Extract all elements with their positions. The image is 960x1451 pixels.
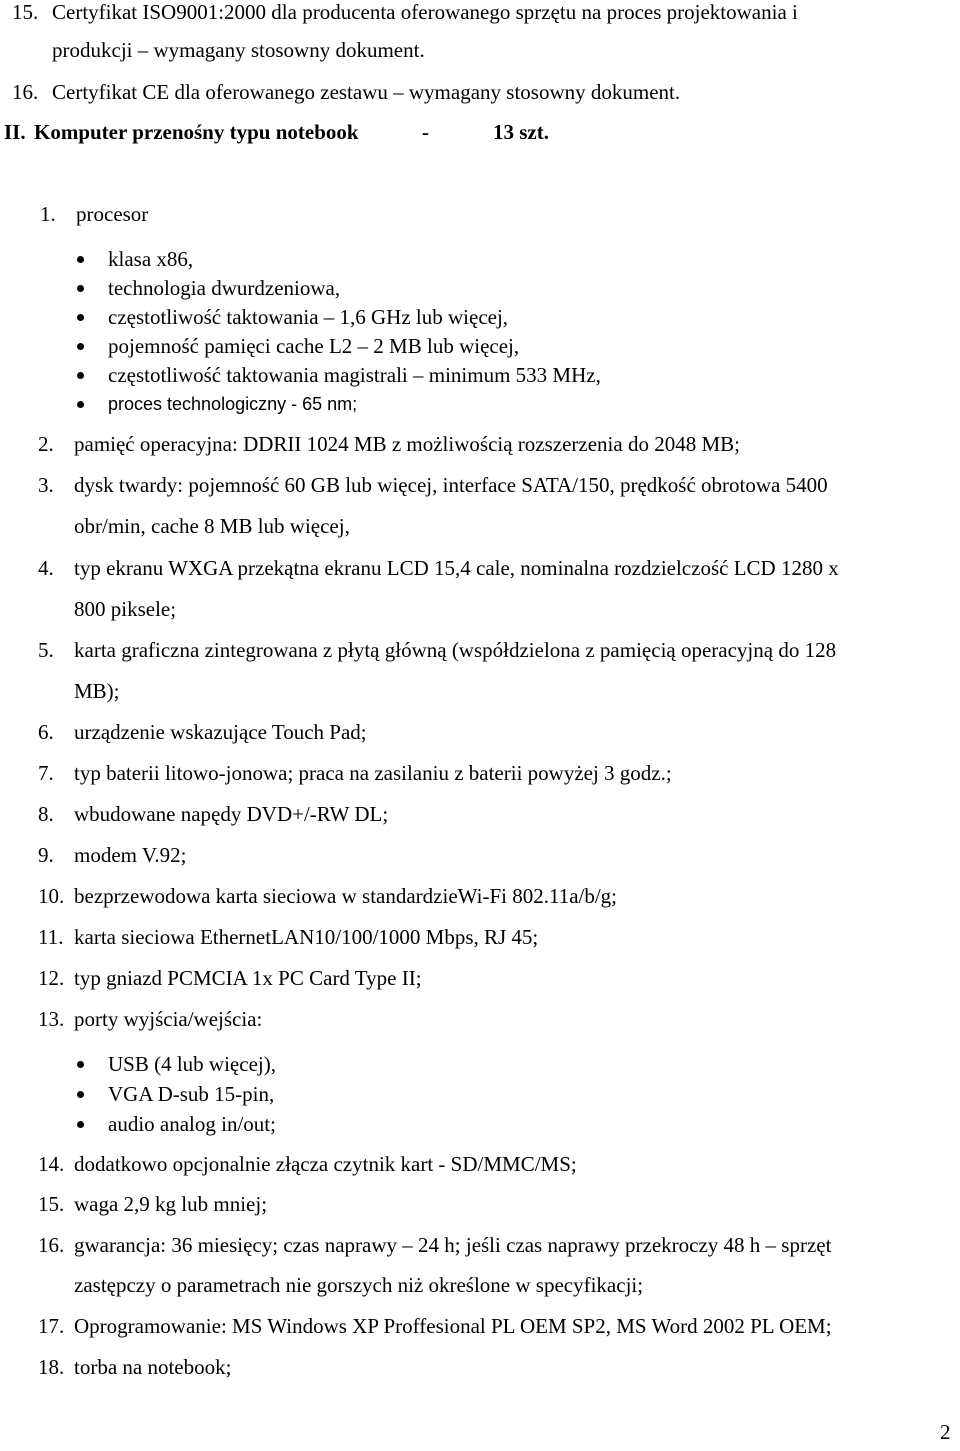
spec-number: 2. — [38, 432, 54, 456]
processor-bullet: technologia dwurdzeniowa, — [108, 276, 341, 300]
spec-number: 16. — [38, 1233, 65, 1257]
spec-text: typ baterii litowo-jonowa; praca na zasilaniu z baterii powyżej 3 godz.; — [74, 761, 672, 785]
spec-text-continued: obr/min, cache 8 MB lub więcej, — [74, 514, 350, 538]
spec-number: 7. — [38, 761, 54, 785]
spec-number: 17. — [38, 1314, 65, 1338]
processor-bullet: proces technologiczny - 65 nm; — [108, 394, 358, 414]
spec-text: waga 2,9 kg lub mniej; — [74, 1192, 268, 1216]
spec-text: gwarancja: 36 miesięcy; czas naprawy – 24 h; jeśli czas naprawy przekroczy 48 h – sprzęt — [74, 1233, 832, 1257]
item-15-line-1: Certyfikat ISO9001:2000 dla producenta oferowanego sprzętu na proces projektowania i — [52, 0, 798, 24]
section-dash: - — [422, 120, 429, 144]
spec-text: Oprogramowanie: MS Windows XP Proffesional PL OEM SP2, MS Word 2002 PL OEM; — [74, 1314, 832, 1338]
spec-text-continued: 800 piksele; — [74, 597, 177, 621]
spec-number: 4. — [38, 556, 54, 580]
spec-number: 3. — [38, 473, 54, 497]
bullet-dot — [77, 256, 84, 263]
section-quantity: 13 szt. — [493, 120, 549, 144]
section-number: II. — [4, 120, 26, 144]
spec-number: 8. — [38, 802, 54, 826]
spec-text: karta sieciowa EthernetLAN10/100/1000 Mbps, RJ 45; — [74, 925, 539, 949]
bullet-dot — [77, 372, 84, 379]
spec-text: dysk twardy: pojemność 60 GB lub więcej, interface SATA/150, prędkość obrotowa 5400 — [74, 473, 828, 497]
spec-number: 11. — [38, 925, 64, 949]
spec-text: typ ekranu WXGA przekątna ekranu LCD 15,4 cale, nominalna rozdzielczość LCD 1280 x — [74, 556, 839, 580]
processor-bullet: klasa x86, — [108, 247, 194, 271]
bullet-dot — [77, 1121, 84, 1128]
spec-text: porty wyjścia/wejścia: — [74, 1007, 263, 1031]
spec-text: karta graficzna zintegrowana z płytą główną (współdzielona z pamięcią operacyjną do 128 — [74, 638, 837, 662]
spec-text: torba na notebook; — [74, 1355, 232, 1379]
spec-text-continued: MB); — [74, 679, 120, 703]
item-15-number: 15. — [12, 0, 39, 24]
processor-bullet: częstotliwość taktowania – 1,6 GHz lub więcej, — [108, 305, 509, 329]
spec-number: 6. — [38, 720, 54, 744]
section-title: Komputer przenośny typu notebook — [34, 120, 359, 144]
bullet-dot — [77, 285, 84, 292]
processor-title: procesor — [76, 202, 149, 226]
spec-text: urządzenie wskazujące Touch Pad; — [74, 720, 367, 744]
spec-number: 15. — [38, 1192, 65, 1216]
spec-text-continued: zastępczy o parametrach nie gorszych niż określone w specyfikacji; — [74, 1273, 644, 1297]
spec-number: 12. — [38, 966, 65, 990]
port-bullet: VGA D-sub 15-pin, — [108, 1082, 275, 1106]
bullet-dot — [77, 343, 84, 350]
bullet-dot — [77, 1091, 84, 1098]
spec-text: typ gniazd PCMCIA 1x PC Card Type II; — [74, 966, 422, 990]
spec-number: 18. — [38, 1355, 65, 1379]
item-15-line-2: produkcji – wymagany stosowny dokument. — [52, 38, 425, 62]
spec-text: dodatkowo opcjonalnie złącza czytnik kart - SD/MMC/MS; — [74, 1152, 577, 1176]
bullet-dot — [77, 1061, 84, 1068]
item-16-line-1: Certyfikat CE dla oferowanego zestawu – wymagany stosowny dokument. — [52, 80, 681, 104]
spec-number: 9. — [38, 843, 54, 867]
processor-bullet: pojemność pamięci cache L2 – 2 MB lub więcej, — [108, 334, 520, 358]
spec-number: 13. — [38, 1007, 65, 1031]
spec-number: 10. — [38, 884, 65, 908]
spec-text: wbudowane napędy DVD+/-RW DL; — [74, 802, 389, 826]
processor-bullet: częstotliwość taktowania magistrali – minimum 533 MHz, — [108, 363, 601, 387]
port-bullet: USB (4 lub więcej), — [108, 1052, 276, 1076]
spec-number: 5. — [38, 638, 54, 662]
spec-number: 14. — [38, 1152, 65, 1176]
bullet-dot — [77, 314, 84, 321]
item-16-number: 16. — [12, 80, 39, 104]
port-bullet: audio analog in/out; — [108, 1112, 276, 1136]
spec-text: bezprzewodowa karta sieciowa w standardzieWi-Fi 802.11a/b/g; — [74, 884, 618, 908]
bullet-dot — [77, 401, 84, 408]
spec-text: pamięć operacyjna: DDRII 1024 MB z możliwością rozszerzenia do 2048 MB; — [74, 432, 740, 456]
spec-text: modem V.92; — [74, 843, 187, 867]
processor-number: 1. — [40, 202, 56, 226]
page-number: 2 — [940, 1420, 951, 1444]
